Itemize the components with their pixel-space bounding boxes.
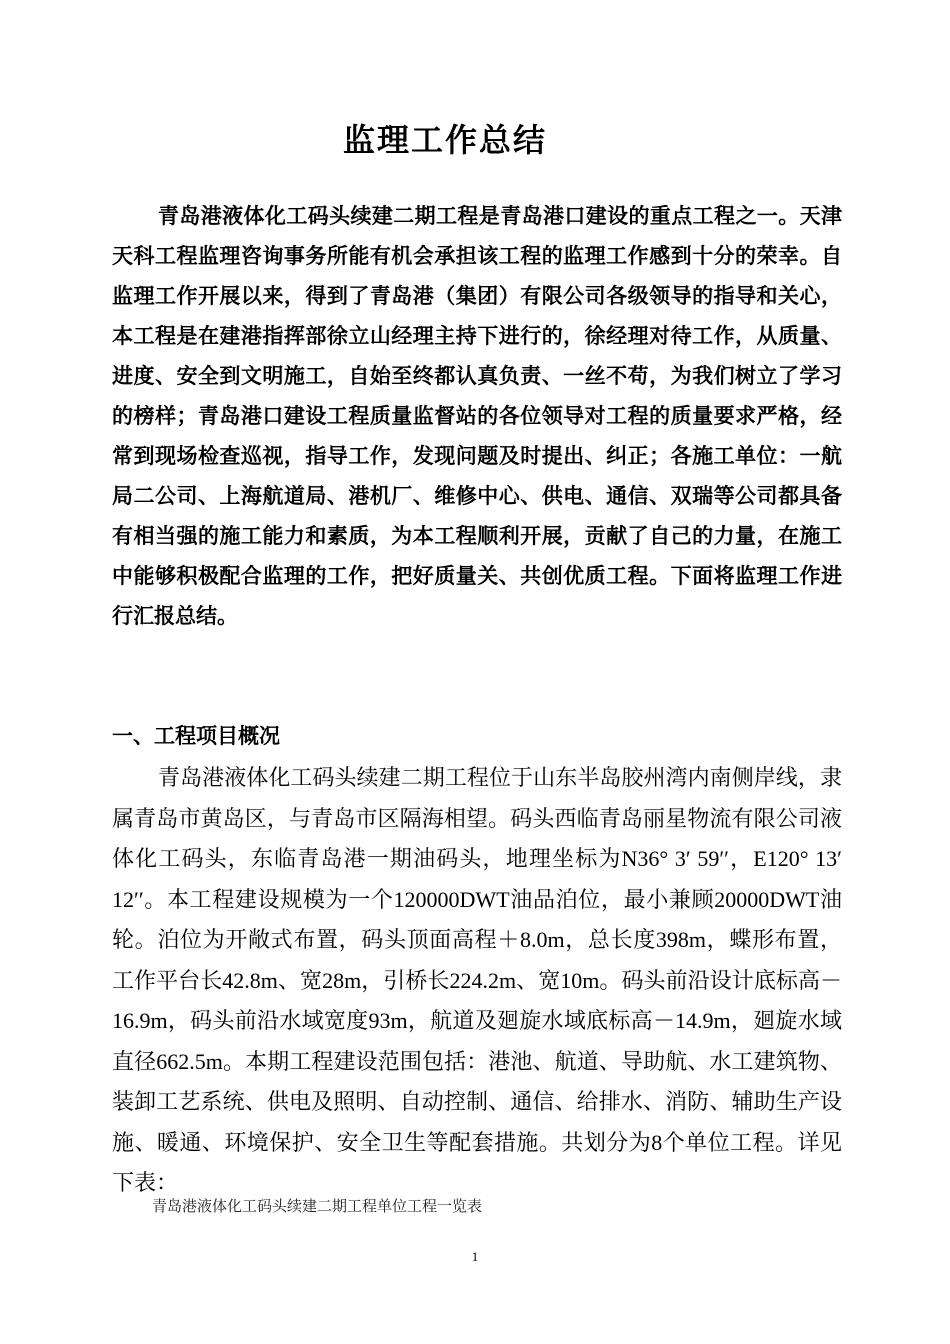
page-number: 1 xyxy=(471,1249,479,1264)
document-title: 监理工作总结 xyxy=(342,121,547,159)
project-overview-paragraph: 青岛港液体化工码头续建二期工程位于山东半岛胶州湾内南侧岸线，隶属青岛市黄岛区，与青岛市区隔海相望。码头西临青岛丽星物流有限公司液体化工码头，东临青岛港一期油码头，地理坐标为N36° 3′ 59′′，E120° 13′ 12′′。本工程建设规模为一个120000DWT油品泊位，最小兼顾20000DWT油轮。泊位为开敞式布置，码头顶面高程＋8.0m，总长度398m，蝶形布置，工作平台长42.8m、宽28m，引桥长224.2m、宽10m。码头前沿设计底标高－16.9m，码头前沿水域宽度93m，航道及廻旋水域底标高－14.9m，廻旋水域直径662.5m。本期工程建设范围包括：港池、航道、导助航、水工建筑物、装卸工艺系统、供电及照明、自动控制、通信、给排水、消防、辅助生产设施、暖通、环境保护、安全卫生等配套措施。共划分为8个单位工程。详见下表： xyxy=(112,765,842,1195)
intro-paragraph: 青岛港液体化工码头续建二期工程是青岛港口建设的重点工程之一。天津天科工程监理咨询事务所能有机会承担该工程的监理工作感到十分的荣幸。自监理工作开展以来，得到了青岛港（集团）有限公司各级领导的指导和关心，本工程是在建港指挥部徐立山经理主持下进行的，徐经理对待工作，从质量、进度、安全到文明施工，自始至终都认真负责、一丝不苟，为我们树立了学习的榜样；青岛港口建设工程质量监督站的各位领导对工程的质量要求严格，经常到现场检查巡视，指导工作，发现问题及时提出、纠正；各施工单位：一航局二公司、上海航道局、港机厂、维修中心、供电、通信、双瑞等公司都具备有相当强的施工能力和素质，为本工程顺利开展，贡献了自己的力量，在施工中能够积极配合监理的工作，把好质量关、共创优质工程。下面将监理工作进行汇报总结。 xyxy=(112,203,842,628)
section-heading-project-overview: 一、工程项目概况 xyxy=(112,724,280,748)
table-caption: 青岛港液体化工码头续建二期工程单位工程一览表 xyxy=(152,1199,483,1215)
